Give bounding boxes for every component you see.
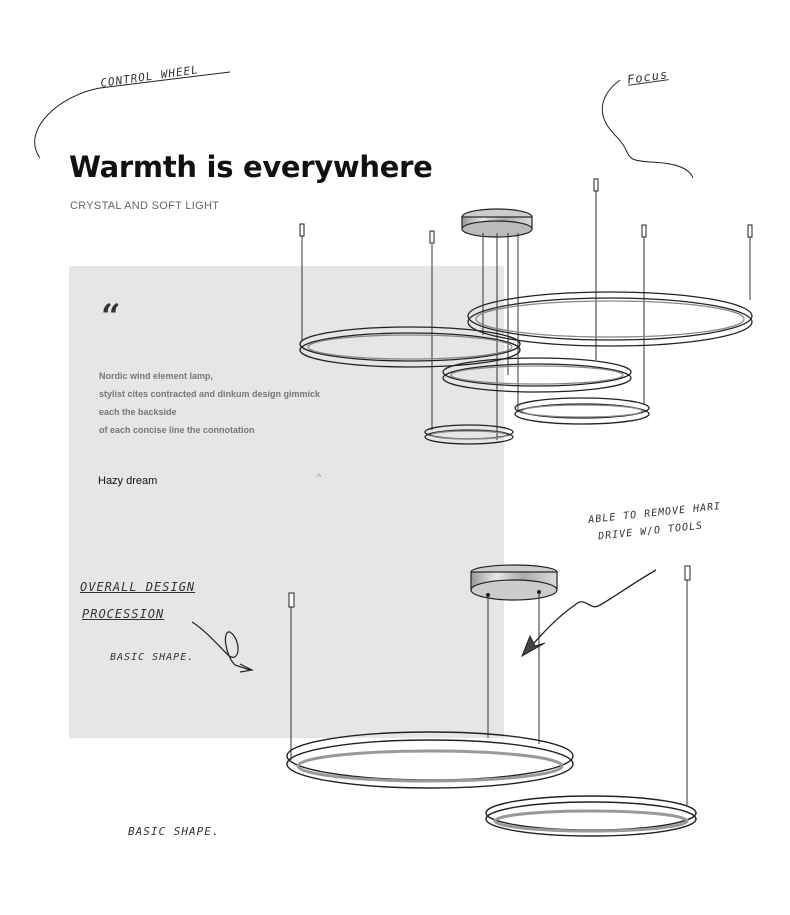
- ring-small-left: [425, 425, 513, 444]
- ring-bottom-small: [486, 796, 696, 836]
- focus-stroke: [602, 80, 693, 178]
- control-wheel-note: CONTROL WHEEL: [99, 63, 200, 90]
- procession-note: PROCESSION: [82, 607, 165, 621]
- top-canopy: [462, 209, 532, 237]
- description-line: stylist cites contracted and dinkum design gimmick: [99, 389, 321, 399]
- page-title: Warmth is everywhere: [69, 150, 433, 184]
- basic-shape-note-1: BASIC SHAPE.: [110, 652, 195, 663]
- caret-mark: ^: [317, 472, 322, 482]
- focus-note: Focus: [626, 67, 669, 87]
- ring-large-left: [300, 327, 520, 367]
- basic-shape-note-2: BASIC SHAPE.: [128, 825, 220, 838]
- description-line: each the backside: [99, 407, 177, 417]
- ring-medium: [443, 358, 631, 392]
- ring-large-right: [468, 292, 752, 346]
- hazy-dream-label: Hazy dream: [98, 475, 158, 487]
- quote-mark: “: [101, 297, 121, 337]
- description-line: of each concise line the connotation: [99, 425, 255, 435]
- bottom-canopy: [471, 565, 557, 600]
- overall-design-note: OVERALL DESIGN: [80, 580, 196, 594]
- design-arrow: [192, 622, 250, 670]
- description-line: Nordic wind element lamp,: [99, 371, 214, 381]
- remove-note-line-1: ABLE TO REMOVE HARI: [587, 501, 722, 526]
- description-text: [99, 367, 320, 439]
- remove-note-line-2: DRIVE W/O TOOLS: [597, 520, 704, 543]
- ring-small-right: [515, 398, 649, 424]
- page-subtitle: CRYSTAL AND SOFT LIGHT: [70, 200, 220, 212]
- ring-bottom-large: [287, 732, 573, 788]
